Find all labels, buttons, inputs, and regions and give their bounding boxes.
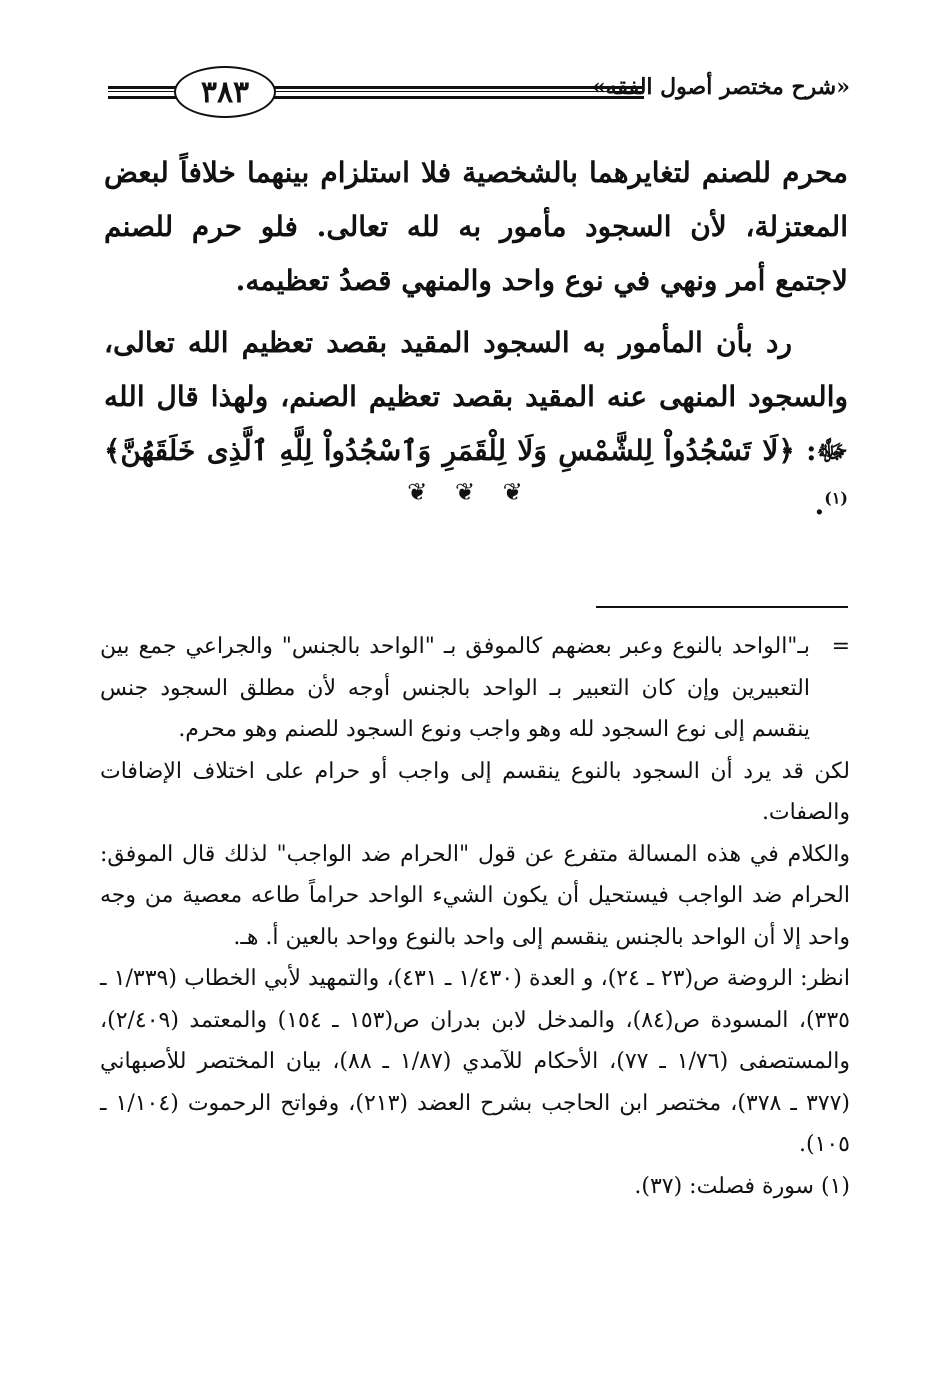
footnote-references: انظر: الروضة ص(٢٣ ـ ٢٤)، و العدة (١/٤٣٠ ـ ٤٣١)، والتمهيد لأبي الخطاب (١/٣٣٩ ـ ٣٣٥)، المسودة ص(٨٤)، والمدخل لابن بدران ص(١٥٣ ـ ١٥٤) والمعتمد (٢/٤٠٩)، والمستصفى (١/٧٦ ـ ٧٧)، الأحكام للآمدي (١/٨٧ ـ ٨٨)، بيان المختصر للأصبهاني (٣٧٧ ـ ٣٧٨)، مختصر ابن الحاجب بشرح العضد (٢١٣)، وفواتح الرحموت (١/١٠٤ ـ ١٠٥). <box>100 966 851 1157</box>
page-header <box>108 60 850 126</box>
footnote-continuation-2: لكن قد يرد أن السجود بالنوع ينقسم إلى واجب أو حرام على اختلاف الإضافات والصفات. <box>100 758 851 825</box>
quran-verse: ﴿لَا تَسْجُدُواْ لِلشَّمْسِ وَلَا لِلْقَمَرِ وَٱسْجُدُواْ لِلَّهِ ٱلَّذِى خَلَقَهُنَّ﴾ <box>104 434 795 467</box>
page-number: ٣٨٣ <box>174 66 276 118</box>
main-text <box>104 146 848 532</box>
footnote-reference-1: (١) <box>824 488 848 508</box>
footnote-continuation-1-text: بـ"الواحد بالنوع وعبر بعضهم كالموفق بـ "الواحد بالجنس" والجراعي جمع بين التعبيرين وإن كان التعبير بـ الواحد بالجنس أوجه لأن مطلق السجود جنس ينقسم إلى نوع السجود لله وهو واجب ونوع السجود للصنم وهو محرم. <box>100 634 810 742</box>
header-rule-left <box>108 86 176 99</box>
verse-end-period: . <box>814 488 825 521</box>
section-ornament: ❦ ❦ ❦ <box>407 478 533 506</box>
footnote-continuation-1 <box>100 626 850 751</box>
footnotes <box>100 626 850 1207</box>
footnote-1: (١) سورة فصلت: (٣٧). <box>634 1173 850 1199</box>
footnote-separator <box>596 606 848 608</box>
main-paragraph-2-text: رد بأن المأمور به السجود المقيد بقصد تعظيم الله تعالى، والسجود المنهى عنه المقيد بقصد تعظيم الصنم، ولهذا قال الله ﷻ: <box>104 326 849 467</box>
main-paragraph-1: محرم للصنم لتغايرهما بالشخصية فلا استلزام بينهما خلافاً لبعض المعتزلة، لأن السجود مأمور به لله تعالى. فلو حرم للصنم لاجتمع أمر ونهي في نوع واحد والمنهي قصدُ تعظيمه. <box>104 156 848 297</box>
continuation-mark: = <box>831 634 850 659</box>
footnote-continuation-3: والكلام في هذه المسالة متفرع عن قول "الحرام ضد الواجب" لذلك قال الموفق: الحرام ضد الواجب فيستحيل أن يكون الشيء الواحد حراماً طاعه معصية من وجه واحد إلا أن الواحد بالجنس ينقسم إلى واحد بالنوع وواحد بالعين أ. هـ. <box>100 841 850 950</box>
header-rule-middle <box>274 86 644 99</box>
running-title: «شرح مختصر أصول الفقه» <box>591 74 850 100</box>
